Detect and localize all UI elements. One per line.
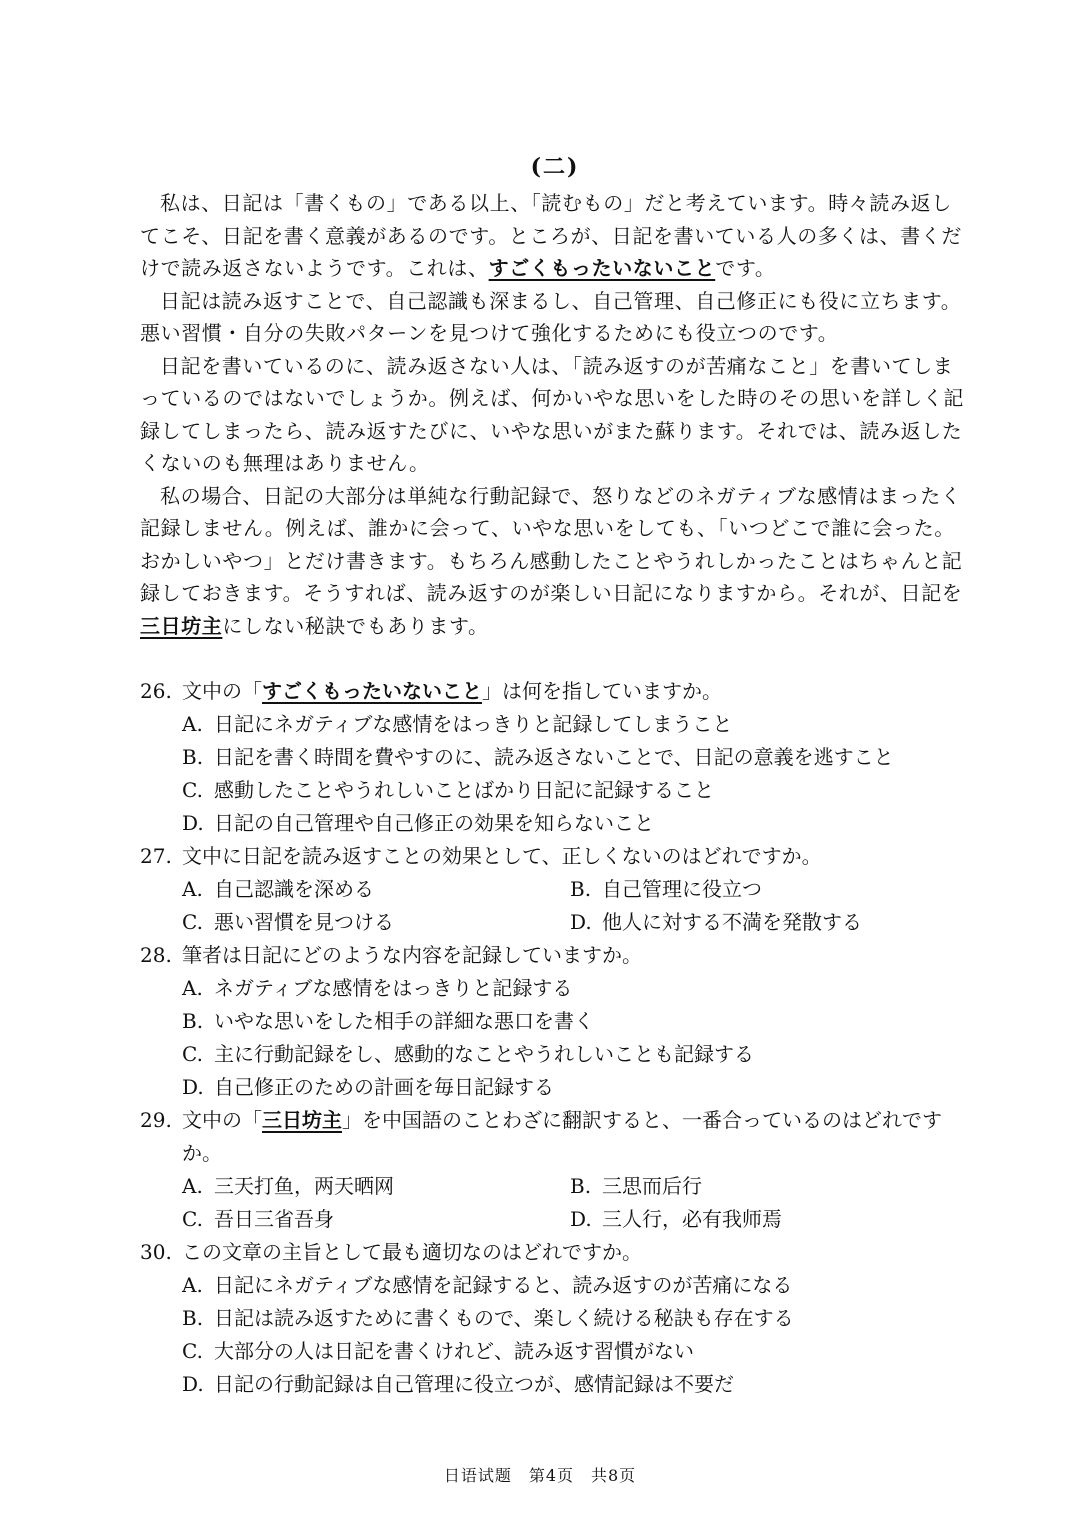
passage-paragraph-4 [140,480,970,643]
option-29-c[interactable] [182,1203,570,1236]
answer-options [182,708,970,840]
option-text: 日記の行動記録は自己管理に役立つが、感情記録は不要だ [214,1372,734,1396]
option-text: 三人行，必有我师焉 [602,1207,782,1231]
stem-text: 文中の「 [182,679,262,703]
question-stem [140,1236,970,1269]
option-letter: C. [182,910,203,934]
question-text [182,1104,970,1170]
stem-text: 文中の「 [182,1108,262,1132]
question-number: 26. [140,679,172,703]
option-text: 大部分の人は日記を書くけれど、読み返す習慣がない [214,1339,694,1363]
option-letter: B. [182,1306,204,1330]
question-text: 筆者は日記にどのような内容を記録していますか。 [182,943,642,967]
answer-options [182,873,970,939]
stem-text: 」は何を指していますか。 [482,679,722,703]
option-text: 悪い習慣を見つける [214,910,394,934]
question-list [140,675,970,1401]
question-number: 29. [140,1108,172,1132]
underlined-phrase: すごくもったいないこと [488,256,716,280]
option-letter: B. [570,1174,592,1198]
option-text: ネガティブな感情をはっきりと記録する [214,976,573,1000]
option-29-d[interactable] [570,1203,782,1236]
option-30-d[interactable] [182,1368,734,1401]
question-text [182,675,970,708]
option-letter: A. [182,1273,203,1297]
question-30 [140,1236,970,1401]
option-29-b[interactable] [570,1170,702,1203]
option-letter: D. [182,1075,204,1099]
option-letter: B. [570,877,592,901]
option-text: 自己管理に役立つ [602,877,762,901]
option-text: 他人に対する不満を発散する [602,910,862,934]
option-27-b[interactable] [570,873,762,906]
option-letter: B. [182,745,204,769]
option-27-c[interactable] [182,906,570,939]
option-letter: A. [182,976,203,1000]
question-29 [140,1104,970,1236]
option-29-a[interactable] [182,1170,570,1203]
option-30-b[interactable] [182,1302,794,1335]
option-26-d[interactable] [182,807,654,840]
answer-options [182,972,970,1104]
option-letter: D. [570,910,592,934]
option-text: 自己認識を深める [214,877,374,901]
question-number: 30. [140,1240,172,1264]
option-letter: D. [182,1372,204,1396]
option-letter: C. [182,1339,203,1363]
question-stem [140,675,970,708]
passage-text: です。 [715,256,776,280]
option-text: 感動したことやうれしいことばかり日記に記録すること [214,778,714,802]
question-number: 28. [140,943,172,967]
option-26-b[interactable] [182,741,894,774]
option-text: 主に行動記録をし、感動的なことやうれしいことも記録する [214,1042,754,1066]
passage-paragraph-2: 日記は読み返すことで、自己認識も深まるし、自己管理、自己修正にも役に立ちます。悪い習慣・自分の失敗パターンを見つけて強化するためにも役立つのです。 [140,288,962,345]
option-text: 日記にネガティブな感情をはっきりと記録してしまうこと [214,712,733,736]
question-text: この文章の主旨として最も適切なのはどれですか。 [182,1240,642,1264]
option-text: 三天打鱼，两天晒网 [214,1174,394,1198]
option-letter: A. [182,1174,203,1198]
question-26 [140,675,970,840]
answer-options [182,1269,970,1401]
question-number: 27. [140,844,172,868]
option-30-a[interactable] [182,1269,792,1302]
option-26-a[interactable] [182,708,732,741]
option-text: 日記を書く時間を費やすのに、読み返さないことで、日記の意義を逃すこと [214,745,894,769]
underlined-phrase: 三日坊主 [140,613,223,638]
passage-paragraph-3: 日記を書いているのに、読み返さない人は、「読み返すのが苦痛なこと」を書いてしまっているのではないでしょうか。例えば、何かいやな思いをした時のその思いを詳しく記録してしまったら、読み返すたびに、いやな思いがまた蘇ります。それでは、読み返したくないのも無理はありません。 [140,353,964,475]
reading-passage [140,187,970,642]
page-footer: 日语试题 第4页 共8页 [443,1466,637,1485]
passage-paragraph-1 [140,187,970,285]
option-text: いやな思いをした相手の詳細な悪口を書く [214,1009,594,1033]
option-28-d[interactable] [182,1071,554,1104]
option-letter: A. [182,877,203,901]
option-letter: C. [182,778,203,802]
option-letter: A. [182,712,203,736]
option-letter: D. [570,1207,592,1231]
question-stem [140,1104,970,1170]
option-text: 日記は読み返すために書くもので、楽しく続ける秘訣も存在する [214,1306,794,1330]
option-28-c[interactable] [182,1038,754,1071]
answer-options [182,1170,970,1236]
option-letter: C. [182,1207,203,1231]
question-text: 文中に日記を読み返すことの効果として、正しくないのはどれですか。 [182,844,822,868]
option-letter: D. [182,811,204,835]
option-text: 自己修正のための計画を毎日記録する [214,1075,554,1099]
question-28 [140,939,970,1104]
section-title: (二) [530,154,580,180]
question-stem [140,840,970,873]
stem-text: 」を中国語のことわざに翻訳すると、一番合っているのはどれですか。 [182,1108,942,1165]
option-text: 吾日三省吾身 [214,1207,334,1231]
underlined-phrase: 三日坊主 [262,1108,342,1132]
underlined-phrase: すごくもったいないこと [262,679,482,703]
question-stem [140,939,970,972]
option-letter: B. [182,1009,204,1033]
option-26-c[interactable] [182,774,714,807]
question-27 [140,840,970,939]
option-30-c[interactable] [182,1335,694,1368]
option-28-b[interactable] [182,1005,594,1038]
option-27-d[interactable] [570,906,862,939]
option-text: 三思而后行 [602,1174,702,1198]
option-text: 日記にネガティブな感情を記録すると、読み返すのが苦痛になる [214,1273,793,1297]
option-text: 日記の自己管理や自己修正の効果を知らないこと [214,811,654,835]
option-27-a[interactable] [182,873,570,906]
passage-text: にしない秘訣でもあります。 [222,613,489,638]
passage-text: 私は、日記は「書くもの」である以上、「読むもの」だと考えています。時々読み返してこそ、日記を書く意義があるのです。ところが、日記を書いている人の多くは、書くだけで読み返さないようです。これは、 [140,191,962,280]
option-28-a[interactable] [182,972,572,1005]
option-letter: C. [182,1042,203,1066]
passage-text: 私の場合、日記の大部分は単純な行動記録で、怒りなどのネガティブな感情はまったく記録しません。例えば、誰かに会って、いやな思いをしても、「いつどこで誰に会った。おかしいやつ」とだけ書きます。もちろん感動したことやうれしかったことはちゃんと記録しておきます。そうすれば、読み返すのが楽しい日記になりますから。それが、日記を [140,483,963,605]
